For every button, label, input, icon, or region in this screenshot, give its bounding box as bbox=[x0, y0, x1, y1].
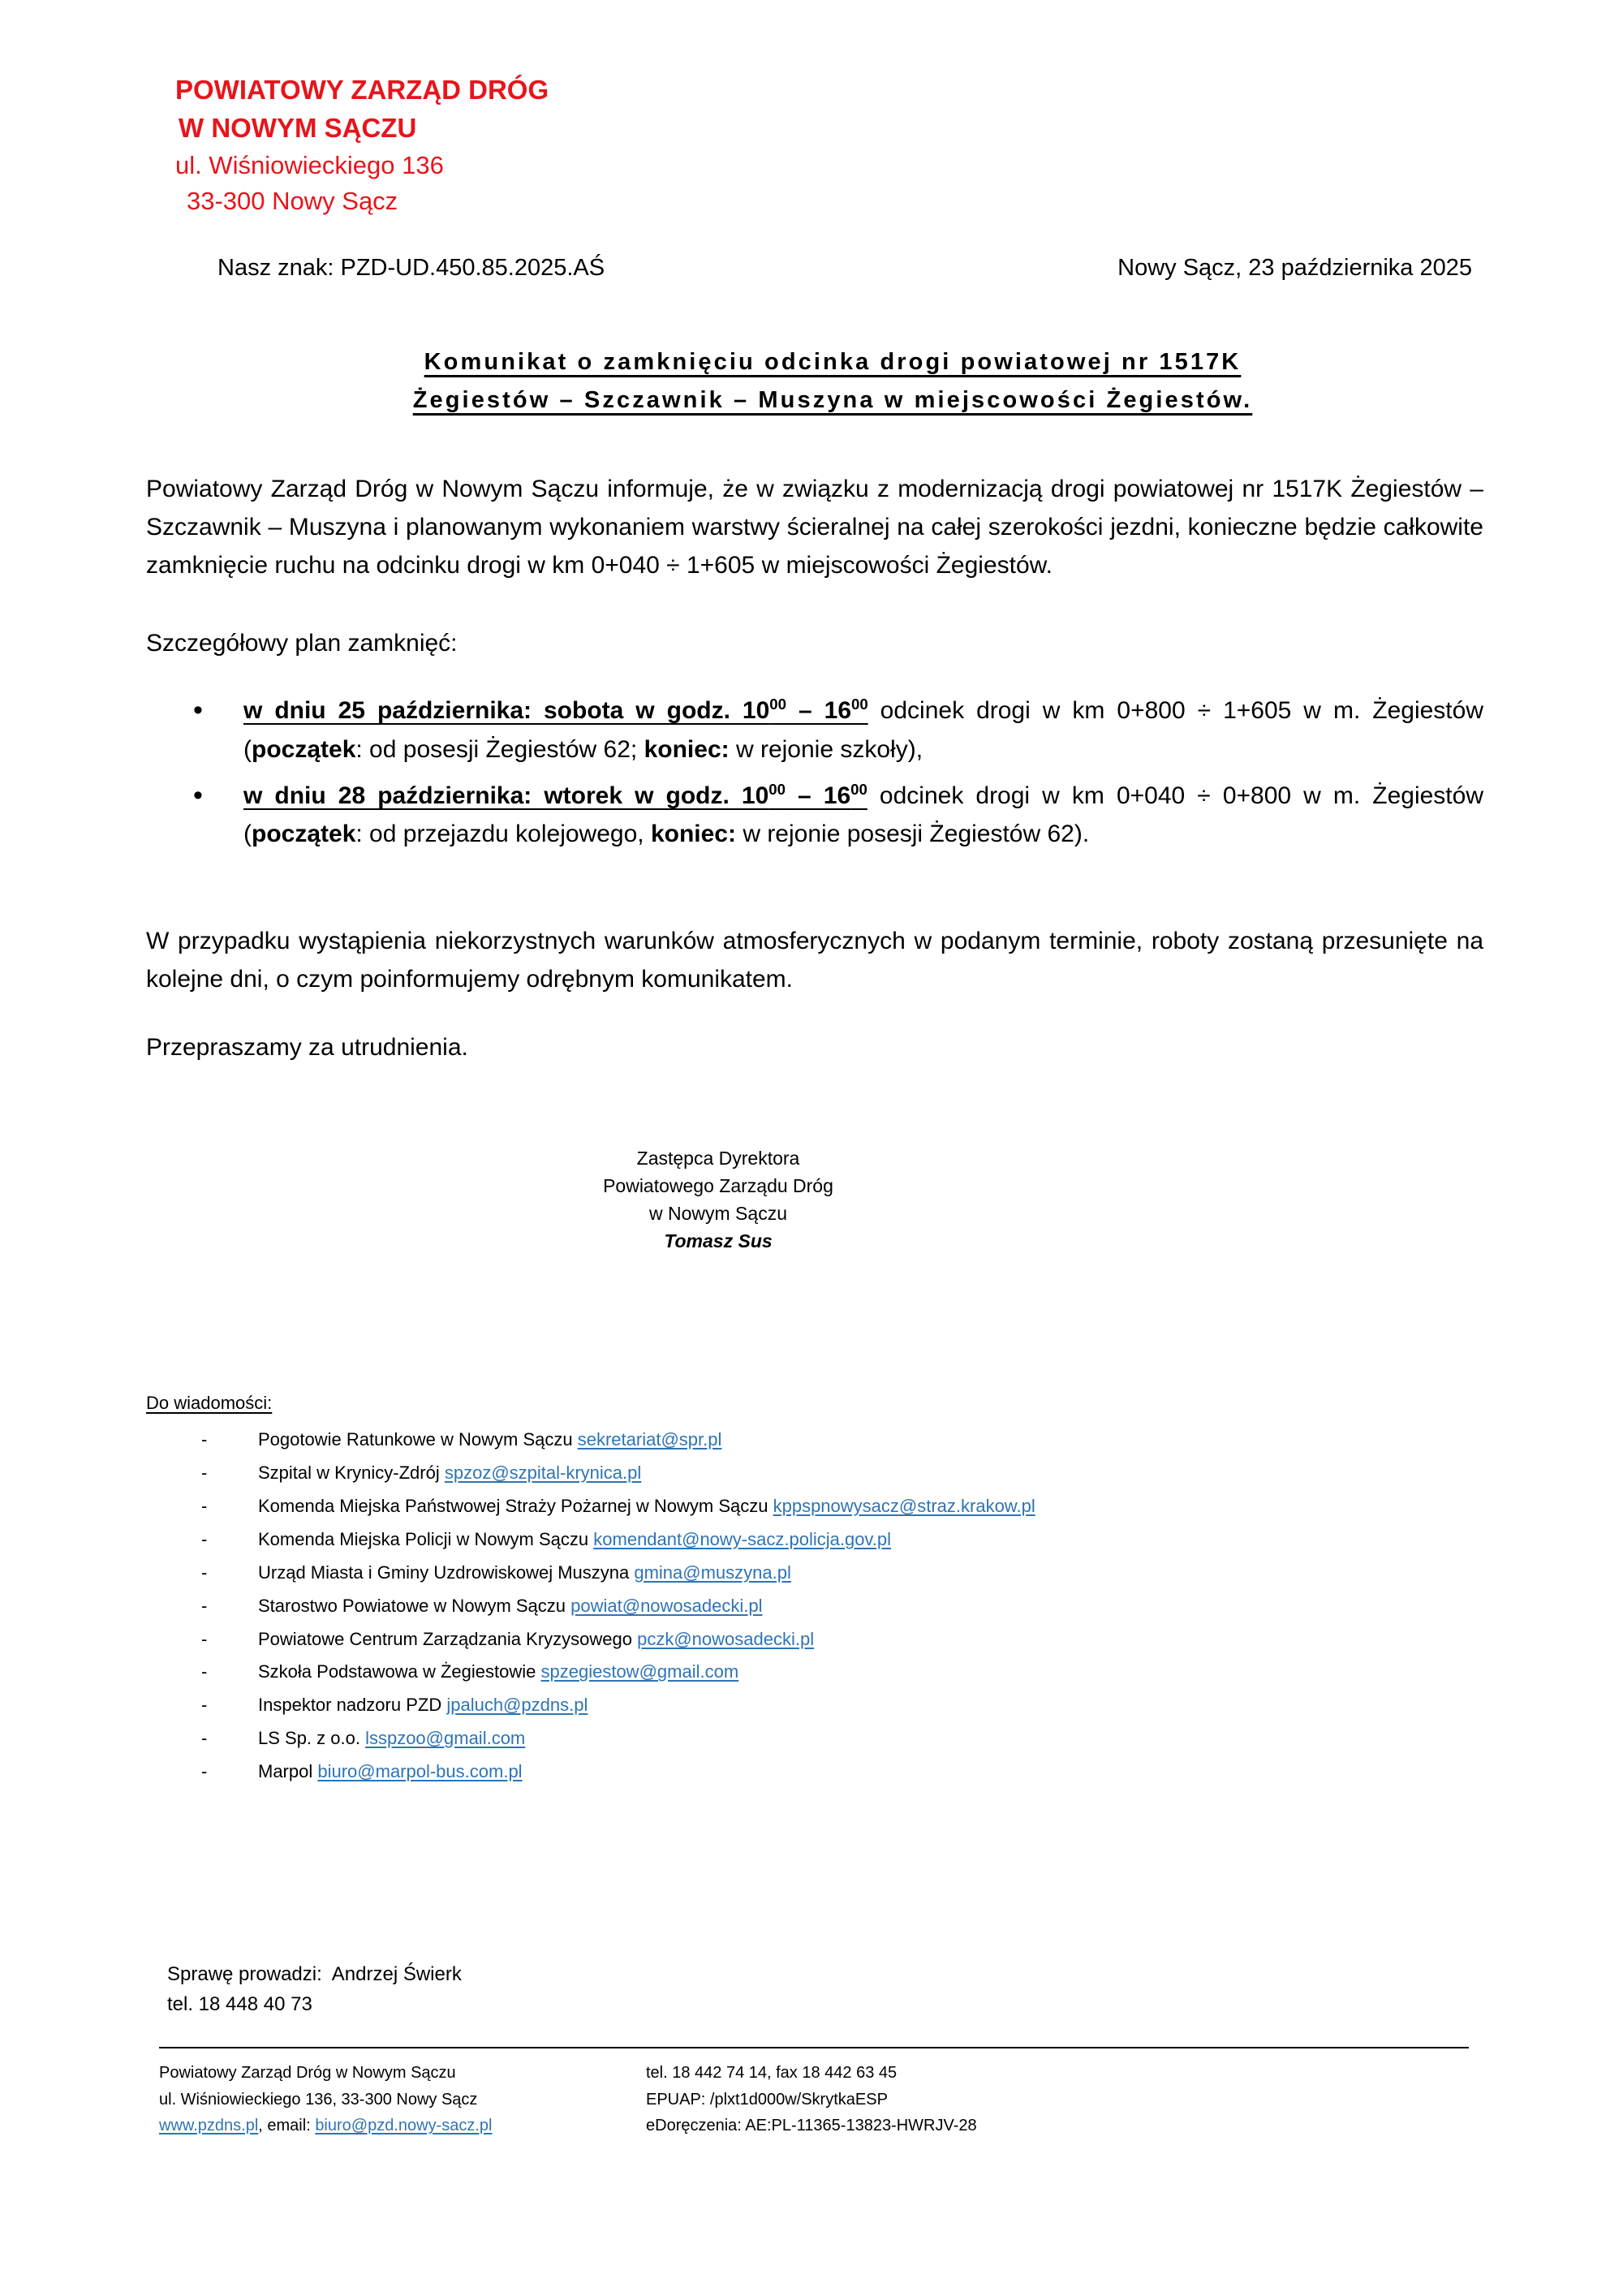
cc-recipient-name: Szpital w Krynicy-Zdrój bbox=[258, 1462, 445, 1484]
footer-column-right bbox=[646, 2060, 1469, 2139]
signature-block bbox=[0, 1144, 1623, 1255]
cc-recipient-name: Starostwo Powiatowe w Nowym Sączu bbox=[258, 1595, 571, 1616]
cc-email-link[interactable]: spzegiestow@gmail.com bbox=[540, 1661, 739, 1682]
closure-section-text: odcinek drogi w km 0+800 ÷ 1+605 w m. Żegiestów ( bbox=[243, 697, 1483, 763]
closure-end-desc: w rejonie szkoły), bbox=[729, 735, 923, 763]
footer-phone-fax: tel. 18 442 74 14, fax 18 442 63 45 bbox=[646, 2064, 898, 2083]
footer-email-link[interactable]: biuro@pzd.nowy-sacz.pl bbox=[315, 2117, 493, 2135]
footer-column-left bbox=[159, 2060, 646, 2139]
closure-end-minutes: 00 bbox=[850, 781, 867, 799]
cc-recipient-name: Komenda Miejska Państwowej Straży Pożarnej w Nowym Sączu bbox=[258, 1495, 773, 1516]
list-item bbox=[195, 1424, 1623, 1457]
closure-end-label: koniec: bbox=[650, 821, 736, 848]
closure-section-text: odcinek drogi w km 0+040 ÷ 0+800 w m. Żegiestów ( bbox=[243, 782, 1483, 848]
list-item bbox=[195, 1557, 1623, 1590]
reference-number: Nasz znak: PZD-UD.450.85.2025.AŚ bbox=[217, 254, 605, 281]
list-item bbox=[195, 1689, 1623, 1722]
cc-block bbox=[0, 1393, 1623, 1789]
list-item bbox=[195, 1722, 1623, 1755]
closure-time-sep: – 16 bbox=[785, 782, 851, 810]
closure-start-desc: : od posesji Żegiestów 62; bbox=[355, 735, 644, 763]
plan-heading: Szczegółowy plan zamknięć: bbox=[146, 629, 458, 657]
spacer bbox=[146, 999, 1483, 1028]
footer-contact-line bbox=[159, 2113, 646, 2139]
reference-row bbox=[0, 255, 1623, 282]
letterhead-street: ul. Wiśniowieckiego 136 bbox=[175, 150, 444, 179]
spacer bbox=[146, 862, 1483, 922]
list-item bbox=[146, 777, 1483, 854]
cc-email-link[interactable]: pczk@nowosadecki.pl bbox=[637, 1628, 815, 1649]
closure-start-minutes: 00 bbox=[769, 696, 786, 713]
signature-inner bbox=[603, 1144, 833, 1255]
cc-recipient-name: Pogotowie Ratunkowe w Nowym Sączu bbox=[258, 1429, 578, 1450]
list-item bbox=[195, 1457, 1623, 1490]
closure-end-desc: w rejonie posesji Żegiestów 62). bbox=[735, 821, 1090, 848]
case-handler-name: Sprawę prowadzi: Andrzej Świerk bbox=[167, 1963, 462, 1986]
spacer bbox=[146, 585, 1483, 624]
footer-epuap: EPUAP: /plxt1d000w/SkrytkaESP bbox=[646, 2090, 888, 2109]
cc-email-link[interactable]: komendant@nowy-sacz.policja.gov.pl bbox=[593, 1528, 892, 1549]
cc-email-link[interactable]: kppspnowysacz@straz.krakow.pl bbox=[773, 1495, 1035, 1516]
list-item bbox=[195, 1590, 1623, 1623]
letterhead-city: 33-300 Nowy Sącz bbox=[187, 186, 398, 215]
list-item bbox=[195, 1490, 1623, 1523]
cc-email-link[interactable]: lsspzoo@gmail.com bbox=[365, 1728, 526, 1749]
cc-recipient-name: Szkoła Podstawowa w Żegiestowie bbox=[258, 1661, 541, 1682]
cc-recipient-name: Powiatowe Centrum Zarządzania Kryzysowego bbox=[258, 1628, 638, 1649]
closure-start-minutes: 00 bbox=[768, 781, 786, 799]
page-footer bbox=[0, 2047, 1623, 2139]
case-handler-phone: tel. 18 448 40 73 bbox=[167, 1993, 312, 2016]
closure-start-label: początek bbox=[252, 821, 356, 848]
letterhead-org-line2: W NOWYM SĄCZU bbox=[179, 112, 417, 143]
footer-address: ul. Wiśniowieckiego 136, 33-300 Nowy Sącz bbox=[159, 2090, 478, 2109]
closure-time-sep: – 16 bbox=[786, 697, 852, 725]
letterhead-org-line1: POWIATOWY ZARZĄD DRÓG bbox=[175, 75, 549, 105]
closure-list bbox=[146, 691, 1483, 854]
cc-email-link[interactable]: spzoz@szpital-krynica.pl bbox=[444, 1462, 642, 1484]
footer-website-link[interactable]: www.pzdns.pl bbox=[159, 2117, 259, 2135]
closure-date-time-pre: w dniu 25 października: sobota w godz. 10 bbox=[243, 697, 770, 725]
cc-email-link[interactable]: gmina@muszyna.pl bbox=[634, 1562, 791, 1583]
closure-time-highlight bbox=[243, 697, 868, 724]
document-title bbox=[0, 343, 1623, 420]
cc-list bbox=[146, 1424, 1623, 1789]
cc-recipient-name: Komenda Miejska Policji w Nowym Sączu bbox=[258, 1528, 594, 1549]
list-item bbox=[195, 1755, 1623, 1789]
list-item bbox=[195, 1623, 1623, 1656]
weather-note-paragraph: W przypadku wystąpienia niekorzystnych warunków atmosferycznych w podanym terminie, roboty zostaną przesunięte na kolejne dni, o czym poinformujemy odrębnym komunikatem. bbox=[146, 927, 1483, 993]
apology-paragraph: Przepraszamy za utrudnienia. bbox=[146, 1033, 468, 1061]
case-handler-block bbox=[0, 1959, 1623, 2019]
footer-columns bbox=[159, 2060, 1469, 2139]
closure-end-minutes: 00 bbox=[851, 696, 868, 713]
closure-time-highlight bbox=[243, 782, 867, 809]
cc-email-link[interactable]: powiat@nowosadecki.pl bbox=[570, 1595, 763, 1616]
signature-org: Powiatowego Zarządu Dróg bbox=[603, 1175, 833, 1197]
list-item bbox=[195, 1656, 1623, 1689]
footer-edoreczenia: eDoręczenia: AE:PL-11365-13823-HWRJV-28 bbox=[646, 2117, 977, 2135]
signature-role: Zastępca Dyrektora bbox=[636, 1147, 800, 1169]
cc-recipient-name: Marpol bbox=[258, 1761, 318, 1782]
document-title-line2: Żegiestów – Szczawnik – Muszyna w miejscowości Żegiestów. bbox=[412, 386, 1253, 413]
list-item bbox=[195, 1523, 1623, 1557]
signature-name: Tomasz Sus bbox=[664, 1230, 773, 1252]
footer-email-label: , email: bbox=[258, 2117, 316, 2135]
closure-end-label: koniec: bbox=[644, 735, 730, 763]
cc-recipient-name: Urząd Miasta i Gminy Uzdrowiskowej Muszyna bbox=[258, 1562, 635, 1583]
cc-recipient-name: Inspektor nadzoru PZD bbox=[258, 1695, 447, 1716]
cc-heading: Do wiadomości: bbox=[146, 1393, 273, 1414]
cc-recipient-name: LS Sp. z o.o. bbox=[258, 1728, 366, 1749]
closure-date-time-pre: w dniu 28 października: wtorek w godz. 10 bbox=[243, 782, 769, 810]
spacer bbox=[146, 662, 1483, 691]
document-body bbox=[0, 470, 1623, 1066]
cc-email-link[interactable]: jpaluch@pzdns.pl bbox=[446, 1695, 588, 1716]
cc-email-link[interactable]: biuro@marpol-bus.com.pl bbox=[317, 1761, 523, 1782]
footer-divider bbox=[159, 2047, 1469, 2048]
signature-city: w Nowym Sączu bbox=[649, 1203, 787, 1225]
letterhead bbox=[0, 0, 1623, 219]
closure-start-desc: : od przejazdu kolejowego, bbox=[355, 821, 651, 848]
place-and-date: Nowy Sącz, 23 października 2025 bbox=[1117, 254, 1472, 281]
cc-email-link[interactable]: sekretariat@spr.pl bbox=[577, 1429, 722, 1450]
list-item bbox=[146, 691, 1483, 769]
closure-start-label: początek bbox=[252, 735, 356, 763]
document-title-line1: Komunikat o zamknięciu odcinka drogi powiatowej nr 1517K bbox=[424, 348, 1242, 375]
footer-org-name: Powiatowy Zarząd Dróg w Nowym Sączu bbox=[159, 2064, 456, 2083]
intro-paragraph: Powiatowy Zarząd Dróg w Nowym Sączu informuje, że w związku z modernizacją drogi powiatowej nr 1517K Żegiestów – Szczawnik – Muszyna i planowanym wykonaniem warstwy ścieralnej na całej szerokości jezdni, konieczne będzie całkowite zamknięcie ruchu na odcinku drogi w km 0+040 ÷ 1+605 w miejscowości Żegiestów. bbox=[146, 475, 1483, 579]
